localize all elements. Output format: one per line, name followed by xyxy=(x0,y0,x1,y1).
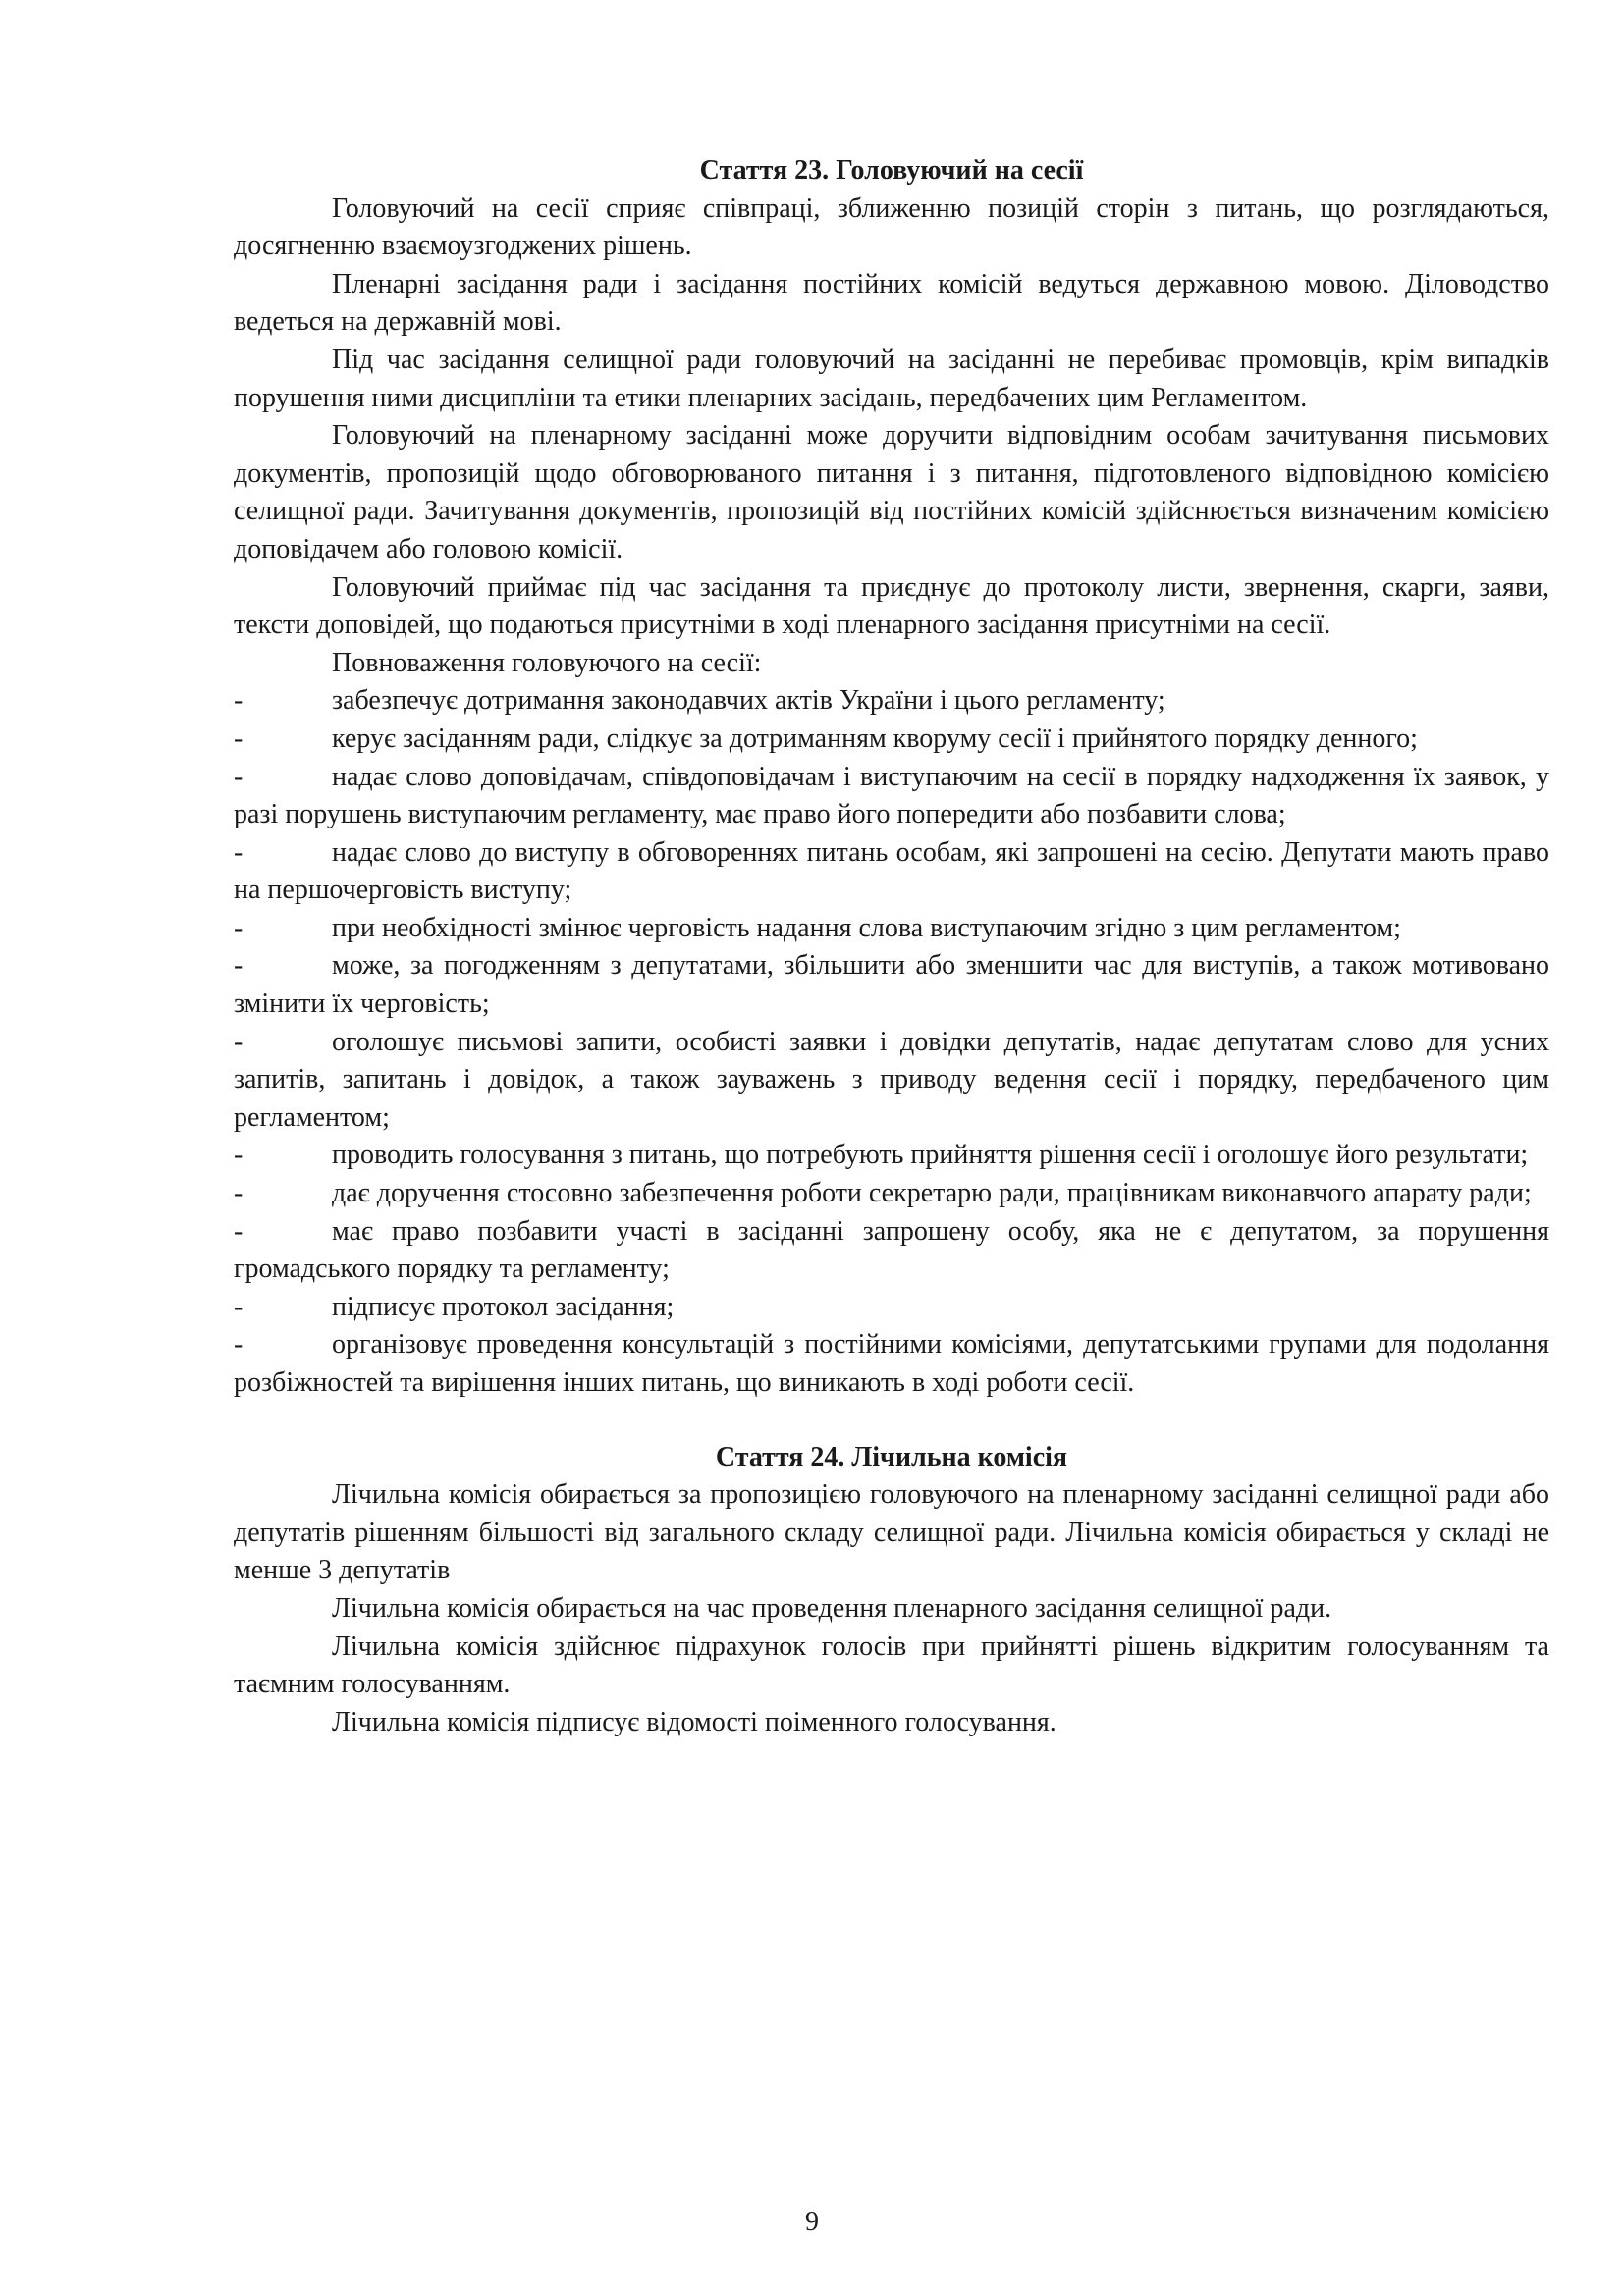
list-dash: - xyxy=(234,761,244,792)
list-dash: - xyxy=(234,912,244,943)
list-item xyxy=(234,682,1549,721)
list-dash: - xyxy=(234,685,244,717)
list-item-text: надає слово доповідачам, співдоповідачам і виступаючим на сесії в порядку надходження їх заявок, у разі порушень виступаючим регламенту, має право його попередити або позбавити слова; xyxy=(234,761,1549,830)
article-23-paragraph: Повноваження головуючого на сесії: xyxy=(332,647,762,678)
list-item-text: керує засіданням ради, слідкує за дотриманням кворуму сесії і прийнятого порядку денного; xyxy=(332,722,1418,754)
list-item-text: підписує протокол засідання; xyxy=(332,1291,675,1322)
list-dash: - xyxy=(234,1329,244,1361)
article-23-paragraph: Головуючий на сесії сприяє співпраці, зближенню позицій сторін з питань, що розглядаються, досягненню взаємоузгоджених рішень. xyxy=(234,192,1549,262)
list-item xyxy=(234,1326,1549,1402)
article-23-paragraph: Пленарні засідання ради і засідання постійних комісій ведуться державною мовою. Діловодство ведеться на державній мові. xyxy=(234,268,1549,338)
list-item xyxy=(234,947,1549,1023)
list-dash: - xyxy=(234,1026,244,1057)
list-item xyxy=(234,1289,1549,1327)
page-number: 9 xyxy=(805,2207,819,2237)
article-23-paragraph: Під час засідання селищної ради головуючий на засіданні не перебиває промовців, крім випадків порушення ними дисципліни та етики пленарних засідань, передбачених цим Регламентом. xyxy=(234,344,1549,413)
list-item xyxy=(234,1024,1549,1138)
list-dash: - xyxy=(234,1178,244,1209)
list-item-text: надає слово до виступу в обговореннях питань особам, які запрошені на сесію. Депутати мають право на першочерговість виступу; xyxy=(234,836,1549,906)
list-item xyxy=(234,1175,1549,1213)
list-dash: - xyxy=(234,1140,244,1171)
article-24-paragraph: Лічильна комісія обирається на час проведення пленарного засідання селищної ради. xyxy=(332,1592,1332,1624)
document-page xyxy=(234,152,1549,1741)
article-23-paragraph: Головуючий на пленарному засіданні може доручити відповідним особам зачитування письмових документів, пропозицій щодо обговорюваного питання і з питання, підготовленого відповідною комісією селищної ради. Зачитування документів, пропозицій від постійних комісій здійснюється визначеним комісією доповідачем або головою комісії. xyxy=(234,420,1549,564)
list-item xyxy=(234,834,1549,910)
list-item-text: організовує проведення консультацій з постійними комісіями, депутатськими групами для подолання розбіжностей та вирішення інших питань, що виникають в ході роботи сесії. xyxy=(234,1329,1549,1398)
list-item xyxy=(234,759,1549,834)
list-item-text: забезпечує дотримання законодавчих актів України і цього регламенту; xyxy=(332,685,1165,717)
list-dash: - xyxy=(234,836,244,868)
list-item xyxy=(234,910,1549,948)
list-item-text: проводить голосування з питань, що потребують прийняття рішення сесії і оголошує його результати; xyxy=(332,1140,1529,1171)
list-dash: - xyxy=(234,1215,244,1247)
list-item xyxy=(234,721,1549,759)
list-dash: - xyxy=(234,1291,244,1322)
article-23-paragraph: Головуючий приймає під час засідання та приєднує до протоколу листи, звернення, скарги, заяви, тексти доповідей, що подаються присутніми в ході пленарного засідання присутніми на сесії. xyxy=(234,571,1549,641)
list-item-text: може, за погодженням з депутатами, збільшити або зменшити час для виступів, а також мотивовано змінити їх черговість; xyxy=(234,950,1549,1020)
article-24-paragraph: Лічильна комісія здійснює підрахунок голосів при прийнятті рішень відкритим голосуванням та таємним голосуванням. xyxy=(234,1630,1549,1700)
list-item xyxy=(234,1137,1549,1175)
article-24-paragraph: Лічильна комісія підписує відомості поіменного голосування. xyxy=(332,1706,1056,1737)
list-item-text: оголошує письмові запити, особисті заявки і довідки депутатів, надає депутатам слово для усних запитів, запитань і довідок, а також зауважень з приводу ведення сесії і порядку, передбаченого цим регламентом; xyxy=(234,1026,1549,1133)
article-24-title: Стаття 24. Лічильна комісія xyxy=(715,1441,1068,1472)
list-item xyxy=(234,1213,1549,1289)
list-item-text: при необхідності змінює черговість надання слова виступаючим згідно з цим регламентом; xyxy=(332,912,1401,943)
list-dash: - xyxy=(234,722,244,754)
list-item-text: має право позбавити участі в засіданні запрошену особу, яка не є депутатом, за порушення громадського порядку та регламенту; xyxy=(234,1215,1549,1285)
article-23-title: Стаття 23. Головуючий на сесії xyxy=(699,155,1084,186)
list-dash: - xyxy=(234,950,244,982)
list-item-text: дає доручення стосовно забезпечення роботи секретарю ради, працівникам виконавчого апарату ради; xyxy=(332,1178,1532,1209)
article-24-paragraph: Лічильна комісія обирається за пропозицією головуючого на пленарному засіданні селищної ради або депутатів рішенням більшості від загального складу селищної ради. Лічильна комісія обирається у складі не менше 3 депутатів xyxy=(234,1479,1549,1586)
